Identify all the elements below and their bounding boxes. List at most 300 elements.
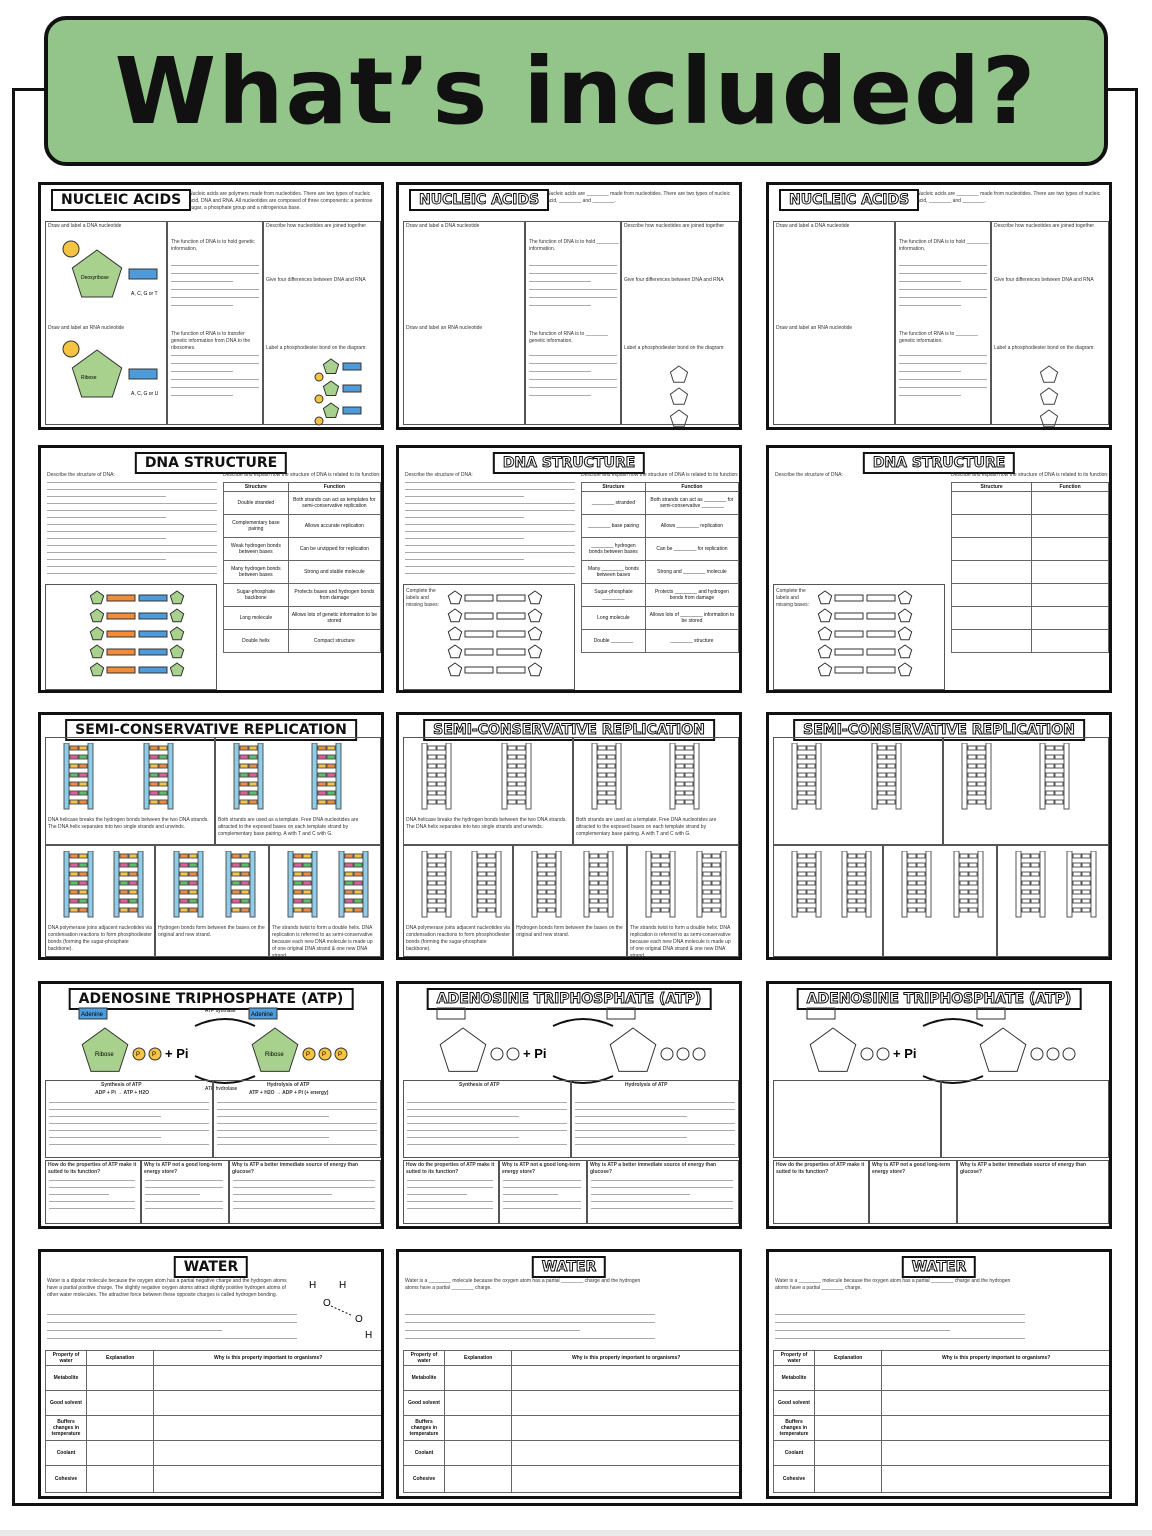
base-right (1082, 890, 1090, 894)
base-right (712, 908, 720, 912)
base-left (590, 881, 598, 885)
base-right (79, 881, 87, 885)
intro-text: Nucleic acids are ________ made from nucleotides. There are two types of nucleic acid, ________ and ________. (917, 191, 1101, 204)
base-right (969, 854, 977, 858)
text-line (49, 1208, 135, 1209)
worksheet-card-filled (38, 981, 384, 1229)
strand-backbone (556, 851, 561, 917)
table-cell: Complementary base pairing (224, 515, 289, 538)
base-right (887, 782, 895, 786)
replication-step-diagram (50, 743, 210, 813)
table-cell: Weak hydrogen bonds between bases (224, 538, 289, 561)
base-right (599, 899, 607, 903)
text-line (405, 1314, 655, 1315)
strand-backbone (902, 851, 907, 917)
base-right (303, 863, 311, 867)
base-left (294, 872, 302, 876)
base-left (878, 773, 886, 777)
right-base (139, 649, 167, 655)
worksheet-title: ADENOSINE TRIPHOSPHATE (ATP) (427, 988, 712, 1010)
base-left (598, 764, 606, 768)
base-left (180, 872, 188, 876)
worksheet-title: WATER (174, 1256, 248, 1278)
text-line (233, 1187, 375, 1188)
water-intro: Water is a ________ molecule because the oxygen atom has a partial ________ charge and the hydrogen atoms have a partial ________ charge. (775, 1278, 1011, 1291)
explanation-cell (445, 1466, 512, 1493)
base-left (1073, 890, 1081, 894)
base-left (878, 791, 886, 795)
text-line (407, 1180, 493, 1181)
text-line (47, 538, 166, 539)
text-line (899, 297, 987, 298)
base-right (1031, 863, 1039, 867)
explanation-cell (87, 1441, 154, 1466)
rna-function-text: The function of RNA is to transfer genetic information from DNA to the ribosomes. (171, 331, 251, 351)
phosphate-circle (507, 1048, 519, 1060)
right-sugar (170, 663, 183, 676)
base-left (590, 908, 598, 912)
worksheet-title: ADENOSINE TRIPHOSPHATE (ATP) (797, 988, 1082, 1010)
text-line (47, 1322, 297, 1323)
base-right (685, 800, 693, 804)
table-cell: Both strands can act as ________ for semi-conservative ________ (645, 492, 738, 515)
text-line (529, 387, 617, 388)
text-line (407, 1194, 467, 1195)
base-right (303, 890, 311, 894)
base-right (79, 755, 87, 759)
base-right (857, 854, 865, 858)
worksheet-title: DNA STRUCTURE (863, 452, 1015, 474)
text-line (575, 1116, 687, 1117)
label-differences: Give four differences between DNA and RNA (624, 277, 724, 283)
water-molecule-diagram (1031, 1276, 1105, 1346)
question-text: Why is ATP a better immediate source of energy than glucose? (232, 1162, 359, 1175)
phosphate-circle (661, 1048, 673, 1060)
text-line (899, 273, 987, 274)
left-base (465, 667, 493, 673)
base-right (599, 872, 607, 876)
base-left (232, 863, 240, 867)
text-line (407, 1102, 567, 1103)
importance-cell (512, 1466, 741, 1493)
adenine-box (437, 1008, 465, 1019)
base-left (1022, 854, 1030, 858)
base-right (887, 764, 895, 768)
ribose-label: Ribose (95, 1052, 114, 1058)
strand-backbone (616, 743, 621, 809)
phosphate-circle (861, 1048, 873, 1060)
base-left (428, 773, 436, 777)
base-left (70, 746, 78, 750)
text-line (503, 1187, 581, 1188)
base-right (189, 890, 197, 894)
base-left (908, 899, 916, 903)
text-line (47, 482, 217, 483)
right-sugar (528, 591, 541, 604)
text-line (47, 531, 217, 532)
ribose-label: Ribose (265, 1052, 284, 1058)
base-left (150, 764, 158, 768)
base-right (1031, 908, 1039, 912)
base-left (598, 755, 606, 759)
table-header: Function (288, 483, 380, 492)
base-right (437, 791, 445, 795)
base-left (652, 854, 660, 858)
strand-backbone (336, 743, 341, 809)
table-cell (952, 630, 1032, 653)
text-line (575, 1109, 735, 1110)
base-left (240, 782, 248, 786)
text-line (145, 1201, 223, 1202)
text-line (407, 1109, 567, 1110)
base-right (969, 863, 977, 867)
water-properties-table (403, 1350, 741, 1493)
base-left (478, 899, 486, 903)
base-left (240, 800, 248, 804)
strand-backbone (446, 743, 451, 809)
explanation-cell (87, 1466, 154, 1493)
strand-backbone (226, 851, 231, 917)
text-line (49, 1123, 209, 1124)
base-left (848, 863, 856, 867)
text-line (775, 1338, 1025, 1339)
text-line (899, 265, 987, 266)
question-text: Why is ATP a better immediate source of energy than glucose? (590, 1162, 717, 1175)
base-right (79, 899, 87, 903)
base-right (1031, 854, 1039, 858)
worksheet-card-partial (396, 182, 742, 430)
base-right (1082, 872, 1090, 876)
text-line (405, 552, 575, 553)
intro-text: Nucleic acids are polymers made from nucleotides. There are two types of nucleic acid, DNA and RNA. All nucleotides are composed of three components: a pentose sugar, a phosphate group and a nitrogenous base. (189, 191, 373, 211)
worksheet-card-filled (38, 1249, 384, 1499)
base-left (70, 773, 78, 777)
base-left (703, 908, 711, 912)
left-base (107, 595, 135, 601)
text-line (591, 1201, 733, 1202)
table-cell (952, 561, 1032, 584)
base-right (327, 746, 335, 750)
base-rect (343, 363, 361, 370)
label-joined: Describe how nucleotides are joined together (994, 223, 1095, 229)
base-left (70, 782, 78, 786)
text-line (899, 363, 987, 364)
replication-step-diagram (160, 851, 264, 921)
base-right (79, 764, 87, 768)
importance-cell (882, 1391, 1111, 1416)
base-right (607, 791, 615, 795)
base-left (848, 881, 856, 885)
phosphate-letter: P (338, 1052, 343, 1058)
table-header: Why is this property important to organisms? (882, 1351, 1111, 1366)
base-right (1031, 872, 1039, 876)
base-left (180, 863, 188, 867)
property-name-cell: Cohesive (46, 1466, 87, 1493)
base-left (318, 800, 326, 804)
base-right (159, 800, 167, 804)
base-right (977, 755, 985, 759)
table-cell: Strong and ________ molecule (645, 561, 738, 584)
base-right (607, 800, 615, 804)
plus-pi-label: + Pi (893, 1046, 917, 1061)
base-left (428, 746, 436, 750)
left-base (107, 667, 135, 673)
strand-backbone (472, 851, 477, 917)
base-left (428, 890, 436, 894)
base-right (517, 755, 525, 759)
base-right (685, 791, 693, 795)
base-right (437, 908, 445, 912)
page-heading: What’s included? (114, 37, 1038, 145)
base-left (232, 881, 240, 885)
base-left (968, 800, 976, 804)
base-right (1055, 764, 1063, 768)
text-line (899, 281, 961, 282)
synthase-arrow (195, 1019, 255, 1026)
structure-function-table (581, 482, 739, 653)
text-line (49, 1180, 135, 1181)
table-cell: Long molecule (582, 607, 646, 630)
base-left (652, 863, 660, 867)
ribose-pentagon (252, 1028, 298, 1071)
right-sugar (898, 645, 911, 658)
text-line (171, 395, 233, 396)
water-properties-table (45, 1350, 383, 1493)
phosphate-circle (1047, 1048, 1059, 1060)
adenine-box (977, 1008, 1005, 1019)
base-left (1073, 908, 1081, 912)
table-label: Describe and explain how the structure of DNA is related to its function: (223, 472, 381, 478)
text-line (775, 1330, 950, 1331)
right-sugar (898, 591, 911, 604)
base-right (241, 863, 249, 867)
text-line (405, 573, 575, 574)
plus-pi-label: + Pi (523, 1046, 547, 1061)
water-intro: Water is a ________ molecule because the oxygen atom has a partial ________ charge and the hydrogen atoms have a partial ________ charge. (405, 1278, 641, 1291)
ribose-pentagon (810, 1028, 856, 1071)
right-sugar (170, 627, 183, 640)
table-header: Explanation (815, 1351, 882, 1366)
atp-cycle-diagram (403, 1004, 739, 1090)
base-left (652, 890, 660, 894)
table-cell: Double ________ (582, 630, 646, 653)
base-left (428, 899, 436, 903)
base-right (807, 872, 815, 876)
base-left (240, 764, 248, 768)
replication-step-diagram (1002, 851, 1104, 921)
atp-cycle-diagram (773, 1004, 1109, 1090)
base-right (354, 863, 362, 867)
base-right (807, 863, 815, 867)
base-left (232, 890, 240, 894)
base-right (917, 854, 925, 858)
base-right (487, 908, 495, 912)
synthesis-panel (403, 1080, 571, 1158)
table-cell: Many ________ bonds between bases (582, 561, 646, 584)
right-base (497, 667, 525, 673)
base-right (241, 890, 249, 894)
base-left (1022, 881, 1030, 885)
importance-cell (882, 1416, 1111, 1441)
hydrolysis-heading: Hydrolysis of ATP (625, 1082, 668, 1088)
base-right (303, 899, 311, 903)
base-left (878, 746, 886, 750)
replication-step-diagram (778, 851, 878, 921)
left-sugar (448, 627, 461, 640)
base-right (249, 764, 257, 768)
text-line (407, 1130, 567, 1131)
pentose-sugar-shape (72, 250, 121, 297)
base-right (977, 782, 985, 786)
base-right (1082, 863, 1090, 867)
base-left (960, 908, 968, 912)
base-right (303, 854, 311, 858)
text-line (503, 1208, 581, 1209)
base-right (547, 890, 555, 894)
base-right (487, 872, 495, 876)
property-name-cell: Cohesive (404, 1466, 445, 1493)
worksheet-title: ADENOSINE TRIPHOSPHATE (ATP) (69, 988, 354, 1010)
base-letters: A, C, G or T (131, 291, 158, 297)
strand-backbone (646, 851, 651, 917)
base-right (712, 881, 720, 885)
base-right (249, 755, 257, 759)
right-base (867, 631, 895, 637)
strand-backbone (592, 743, 597, 809)
text-line (47, 510, 217, 511)
base-left (590, 872, 598, 876)
strand-backbone (422, 743, 427, 809)
base-left (798, 800, 806, 804)
right-base (497, 595, 525, 601)
worksheet-card-partial (396, 445, 742, 693)
replication-step-diagram (408, 743, 568, 813)
base-left (70, 881, 78, 885)
strand-backbone (502, 743, 507, 809)
phosphate-letter: P (322, 1052, 327, 1058)
sugar-outline (1040, 410, 1057, 426)
base-left (652, 899, 660, 903)
table-header: Function (645, 483, 738, 492)
base-right (661, 881, 669, 885)
base-right (917, 863, 925, 867)
base-left (478, 872, 486, 876)
dna-ladder-diagram (785, 588, 945, 688)
base-left (318, 773, 326, 777)
label-phosphodiester: Label a phosphodiester bond on the diagram: (266, 345, 367, 351)
explanation-cell (445, 1416, 512, 1441)
base-left (508, 791, 516, 795)
strand-backbone (978, 851, 983, 917)
sugar-shape (323, 359, 338, 374)
question-text: Why is ATP a better immediate source of energy than glucose? (960, 1162, 1087, 1175)
table-cell: Allows ________ replication (645, 515, 738, 538)
text-line (233, 1201, 375, 1202)
base-left (1046, 764, 1054, 768)
text-line (503, 1180, 581, 1181)
base-right (917, 899, 925, 903)
importance-cell (882, 1441, 1111, 1466)
base-right (249, 791, 257, 795)
text-line (575, 1102, 735, 1103)
table-header: Property of water (404, 1351, 445, 1366)
base-left (848, 872, 856, 876)
right-base (497, 613, 525, 619)
table-header: Function (1032, 483, 1109, 492)
replication-caption: The strands twist to form a double helix. DNA replication is referred to as semi-conservative because each new DNA molecule is made up of one original DNA strand & one new DNA strand. (272, 925, 373, 959)
text-line (47, 1314, 297, 1315)
base-left (538, 890, 546, 894)
text-line (529, 265, 617, 266)
base-right (1055, 791, 1063, 795)
table-header: Property of water (46, 1351, 87, 1366)
text-line (529, 289, 617, 290)
phosphodiester-diagram (281, 357, 381, 427)
base-left (908, 881, 916, 885)
base-right (857, 863, 865, 867)
base-left (1022, 890, 1030, 894)
base-right (887, 773, 895, 777)
phosphate-circle (877, 1048, 889, 1060)
importance-cell (882, 1466, 1111, 1493)
text-line (775, 1322, 1025, 1323)
base-right (607, 746, 615, 750)
base-left (960, 881, 968, 885)
text-line (529, 297, 617, 298)
replication-caption: DNA helicase breaks the hydrogen bonds between the two DNA strands. The DNA helix separates into two single strands and unwinds. (48, 817, 209, 830)
worksheet-title: NUCLEIC ACIDS (409, 189, 549, 211)
worksheet-card-blank (766, 182, 1112, 430)
table-cell (1032, 607, 1109, 630)
base-left (798, 746, 806, 750)
text-line (405, 1338, 655, 1339)
base-right (547, 854, 555, 858)
base-right (437, 899, 445, 903)
text-line (49, 1144, 209, 1145)
base-left (676, 764, 684, 768)
base-right (712, 890, 720, 894)
text-line (47, 503, 217, 504)
text-line (899, 355, 987, 356)
worksheet-title: SEMI-CONSERVATIVE REPLICATION (423, 719, 715, 741)
phosphate-circle (63, 241, 79, 257)
sugar-outline (1040, 366, 1057, 382)
base-left (70, 899, 78, 903)
label-differences: Give four differences between DNA and RNA (994, 277, 1094, 283)
table-header: Structure (952, 483, 1032, 492)
base-left (538, 854, 546, 858)
base-left (240, 773, 248, 777)
explanation-cell (87, 1391, 154, 1416)
text-line (217, 1137, 329, 1138)
dna-function-text: The function of DNA is to hold genetic information. (171, 239, 255, 252)
base-right (487, 854, 495, 858)
base-right (159, 773, 167, 777)
left-base (465, 631, 493, 637)
base-right (857, 872, 865, 876)
replication-step-diagram (948, 743, 1104, 813)
base-left (703, 881, 711, 885)
text-line (529, 363, 617, 364)
left-sugar (90, 591, 103, 604)
base-right (129, 881, 137, 885)
base-right (917, 908, 925, 912)
base-left (150, 755, 158, 759)
table-cell (952, 515, 1032, 538)
base-left (798, 881, 806, 885)
base-left (70, 908, 78, 912)
base-left (1022, 908, 1030, 912)
